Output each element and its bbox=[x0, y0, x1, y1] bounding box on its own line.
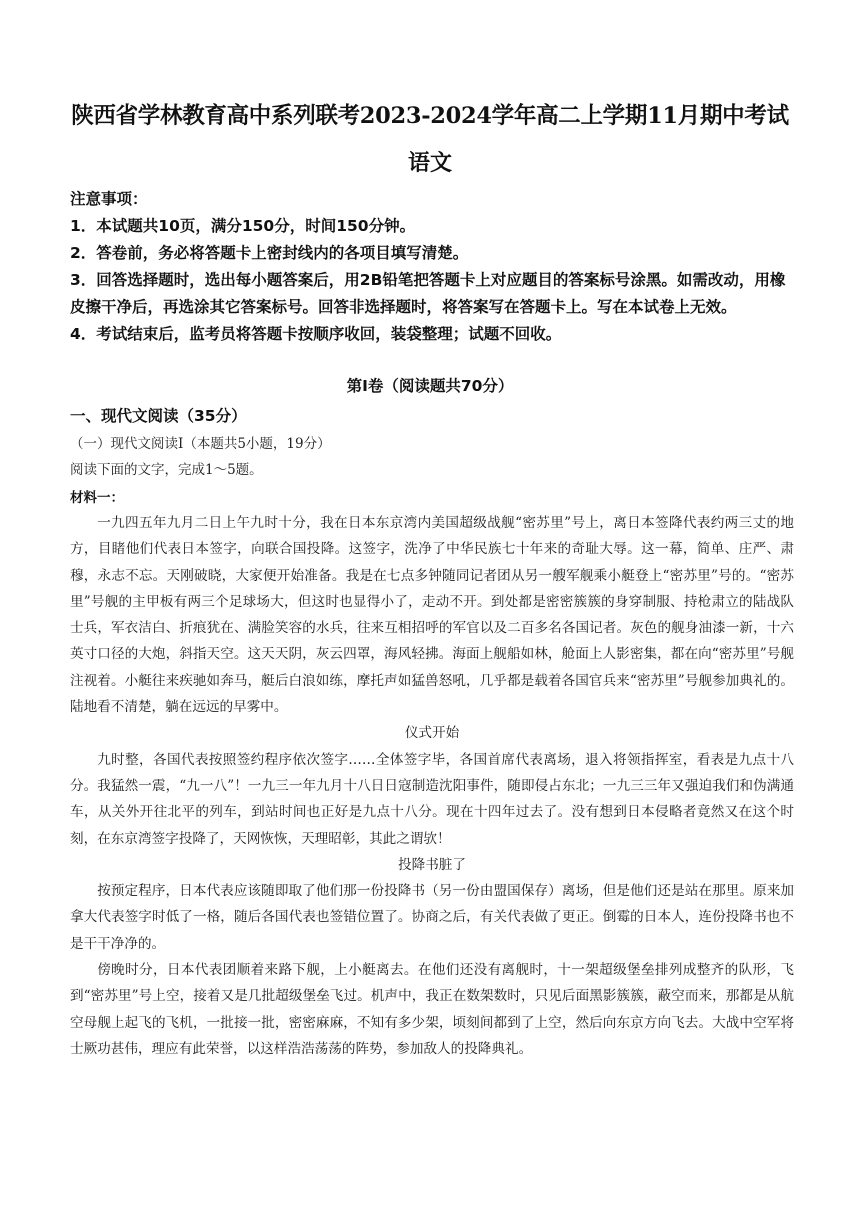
passage-paragraph: 九时整，各国代表按照签约程序依次签字……全体签字毕，各国首席代表离场，退入将领指挥室，看表是九点十八分。我猛然一震，“九一八”！一九三一年九月十八日日寇制造沈阳事件，随即侵占东北；一九三三年又强迫我们和伪满通车，从关外开往北平的列车，到站时间也正好是九点十八分。现在十四年过去了。没有想到日本侵略者竟然又在这个时刻，在东京湾签字投降了，天网恢恢，天理昭彰，其此之谓欤！ bbox=[70, 751, 794, 847]
passage-paragraph: 傍晚时分，日本代表团顺着来路下舰，上小艇离去。在他们还没有离舰时，十一架超级堡垒排列成整齐的队形，飞到“密苏里”号上空，接着又是几批超级堡垒飞过。机声中，我正在数架数时，只见后面黑影簇簇，蔽空而来，那都是从航空母舰上起飞的飞机，一批接一批，密密麻麻，不知有多少架，顷刻间都到了上空，然后向东京方向飞去。大战中空军将士厥功甚伟，理应有此荣誉，以这样浩浩荡荡的阵势，参加敌人的投降典礼。 bbox=[70, 962, 794, 1057]
passage-paragraph: 一九四五年九月二日上午九时十分，我在日本东京湾内美国超级战舰“密苏里”号上，离日本签降代表约两三丈的地方，目睹他们代表日本签字，向联合国投降。这签字，洗净了中华民族七十年来的奇耻大辱。这一幕，简单、庄严、肃穆，永志不忘。天刚破晓，大家便开始准备。我是在七点多钟随同记者团从另一艘军舰乘小艇登上“密苏里”号的。“密苏里”号舰的主甲板有两三个足球场大，但这时也显得小了，走动不开。到处都是密密簇簇的身穿制服、持枪肃立的陆战队士兵，军衣洁白、折痕犹在、满脸笑容的水兵，往来互相招呼的军官以及二百多名各国记者。灰色的舰身油漆一新，十六英寸口径的大炮，斜指天空。这天天阴，灰云四罩，海风轻拂。海面上舰船如林，舱面上人影密集，都在向“密苏里”号舰注视着。小艇往来疾驰如奔马，艇后白浪如练，摩托声如猛兽怒吼，几乎都是载着各国官兵来“密苏里”号舰参加典礼的。陆地看不清楚，躺在远远的早雾中。 bbox=[70, 515, 794, 716]
section-title: 第Ⅰ卷（阅读题共70分） bbox=[346, 377, 514, 395]
notice-section bbox=[70, 186, 800, 348]
notice-heading: 注意事项： bbox=[70, 190, 148, 208]
reading-instruction: 阅读下面的文字，完成1～5题。 bbox=[70, 462, 263, 478]
part-heading: 一、现代文阅读（35分） bbox=[70, 407, 247, 425]
notice-item-2: 2．答卷前，务必将答题卡上密封线内的各项目填写清楚。 bbox=[70, 244, 469, 262]
subpart-heading: （一）现代文阅读Ⅰ（本题共5小题，19分） bbox=[70, 436, 331, 452]
notice-item-3: 3．回答选择题时，选出每小题答案后，用2B铅笔把答题卡上对应题目的答案标号涂黑。如需改动，用橡皮擦干净后，再选涂其它答案标号。回答非选择题时，将答案写在答题卡上。写在本试卷上无效。 bbox=[70, 271, 786, 316]
passage-heading: 仪式开始 bbox=[404, 725, 460, 742]
notice-item-1: 1．本试题共10页，满分150分，时间150分钟。 bbox=[70, 217, 416, 235]
passage-paragraph: 按预定程序，日本代表应该随即取了他们那一份投降书（另一份由盟国保存）离场，但是他们还是站在那里。原来加拿大代表签字时低了一格，随后各国代表也签错位置了。协商之后，有关代表做了更正。倒霉的日本人，连份投降书也不是干干净净的。 bbox=[70, 883, 794, 952]
passage-body bbox=[70, 510, 794, 1062]
document-subtitle: 语文 bbox=[407, 150, 452, 176]
notice-item-4: 4．考试结束后，监考员将答题卡按顺序收回，装袋整理；试题不回收。 bbox=[70, 325, 562, 343]
passage-heading: 投降书脏了 bbox=[398, 856, 466, 873]
document-title: 陕西省学林教育高中系列联考2023-2024学年高二上学期11月期中考试 bbox=[71, 103, 789, 129]
material-label: 材料一： bbox=[70, 490, 124, 506]
